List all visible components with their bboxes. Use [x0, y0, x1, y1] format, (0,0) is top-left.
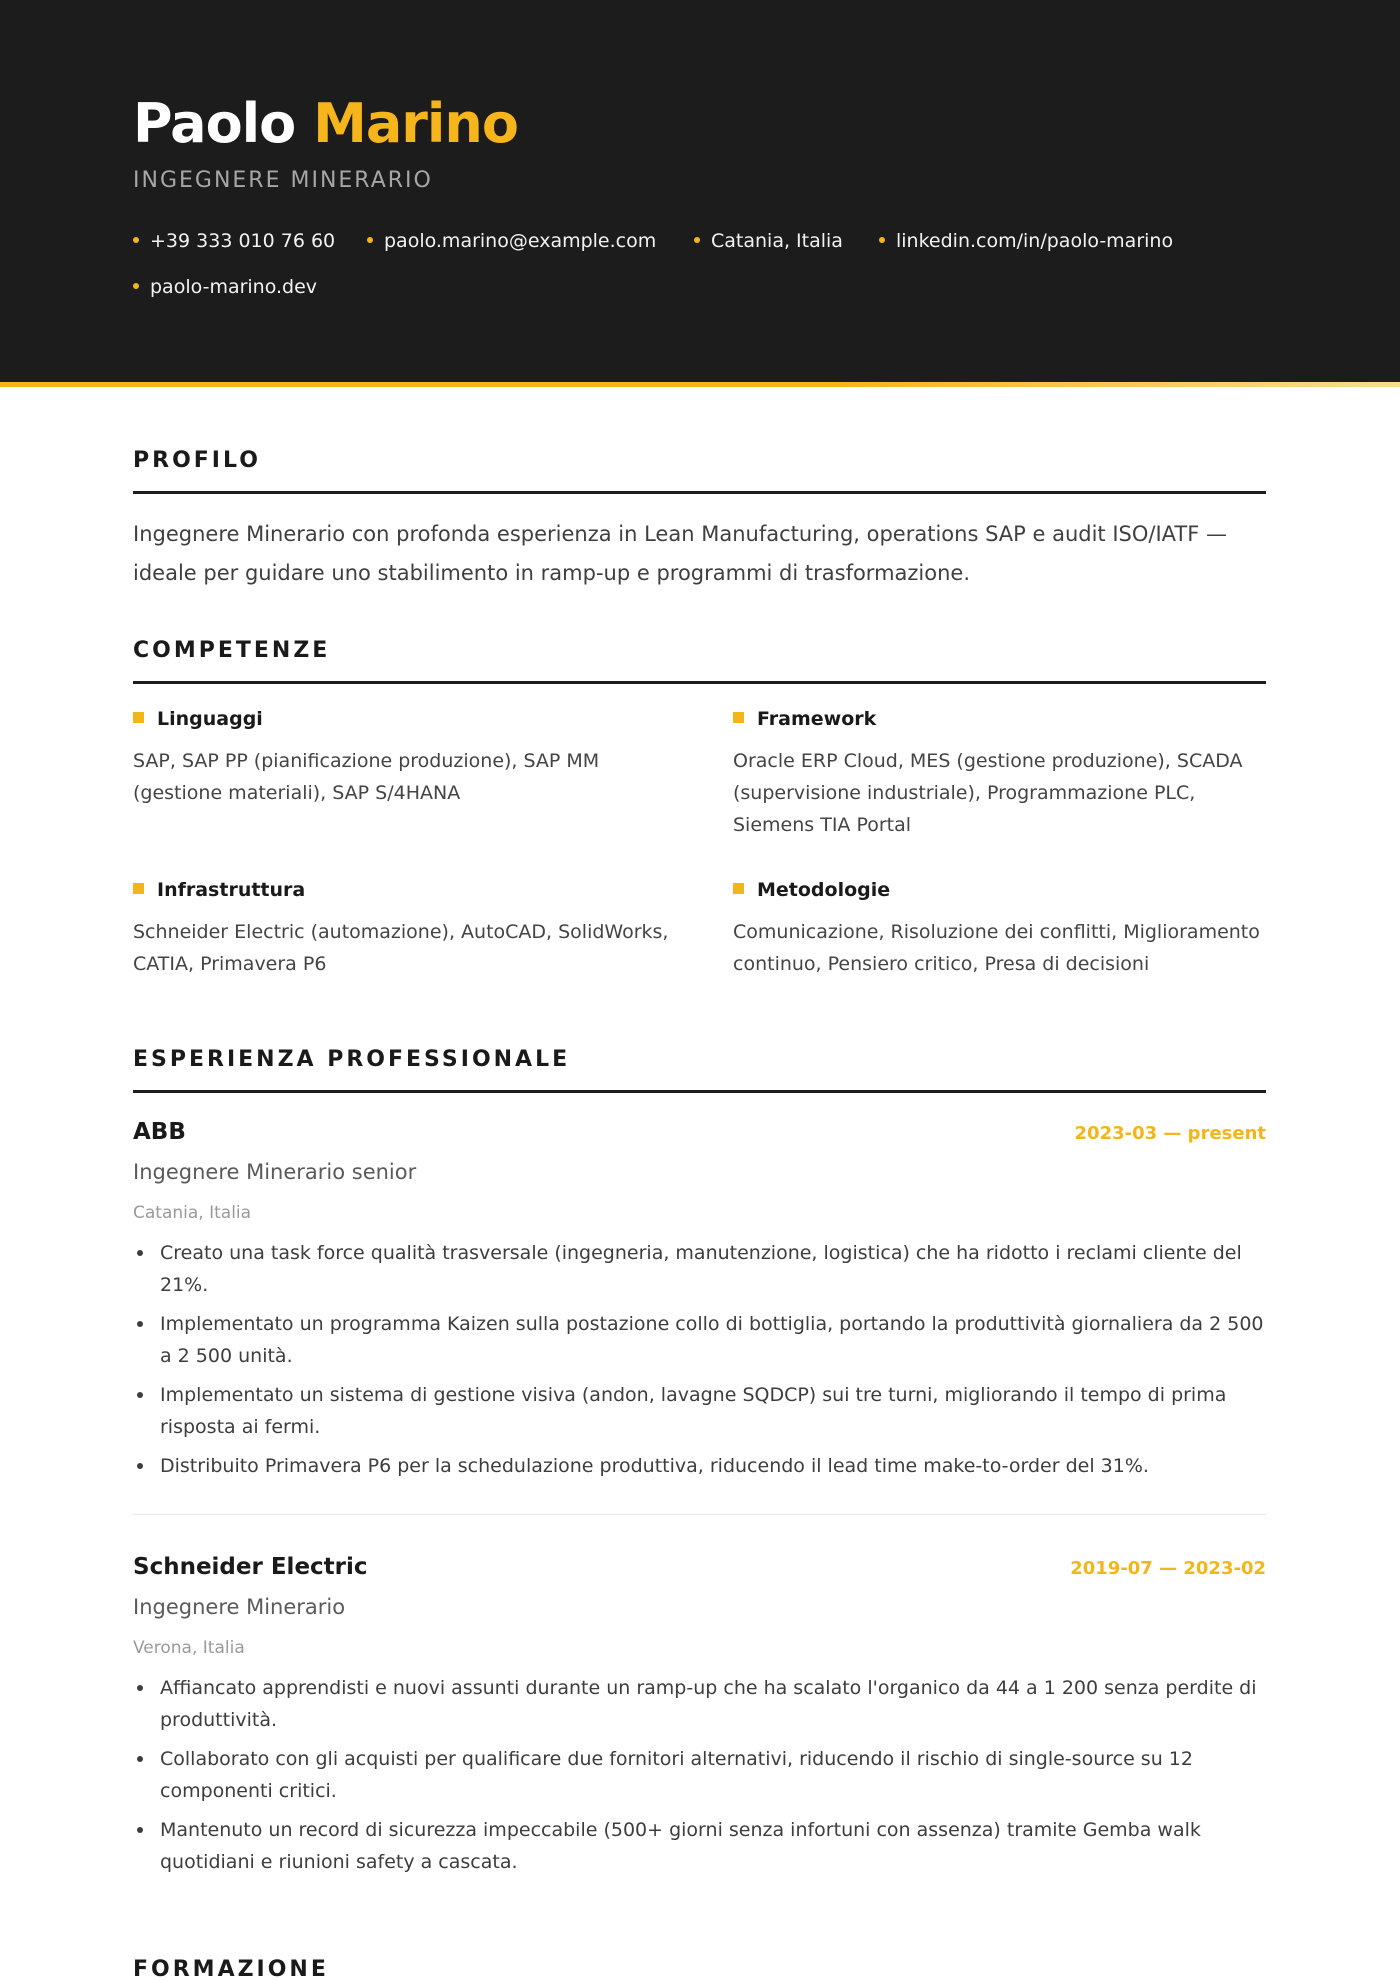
section-title-education: FORMAZIONE	[133, 1957, 329, 1980]
skill-group-text: Oracle ERP Cloud, MES (gestione produzione), SCADA (supervisione industriale), Programmazione PLC, Siemens TIA Portal	[733, 750, 1243, 836]
section-title-skills: COMPETENZE	[133, 638, 331, 663]
contact-phone-text: +39 333 010 76 60	[150, 230, 336, 252]
list-item: Implementato un programma Kaizen sulla postazione collo di bottiglia, portando la produttività giornaliera da 2 500 a 2 500 unità.	[133, 1308, 1268, 1372]
list-item: Distribuito Primavera P6 per la schedulazione produttiva, riducendo il lead time make-to-order del 31%.	[133, 1450, 1268, 1482]
job-role: Ingegnere Minerario senior	[133, 1160, 417, 1184]
skill-group-title	[733, 706, 876, 732]
skill-group-text: Comunicazione, Risoluzione dei conflitti, Miglioramento continuo, Pensiero critico, Presa di decisioni	[733, 921, 1260, 975]
header-accent-rule	[0, 382, 1400, 387]
skill-group-label: Metodologie	[757, 879, 891, 901]
job-dates: 2019-07 — 2023-02	[1070, 1558, 1266, 1579]
job-divider	[133, 1514, 1266, 1515]
list-item: Implementato un sistema di gestione visiva (andon, lavagne SQDCP) sui tre turni, migliorando il tempo di prima risposta ai fermi.	[133, 1379, 1268, 1443]
profile-text: Ingegnere Minerario con profonda esperienza in Lean Manufacturing, operations SAP e audit ISO/IATF — ideale per guidare uno stabilimento in ramp-up e programmi di trasformazione.	[133, 522, 1227, 585]
skill-group-label: Infrastruttura	[157, 879, 306, 901]
contact-location-text: Catania, Italia	[711, 230, 843, 252]
job-title: INGEGNERE MINERARIO	[133, 168, 433, 193]
job-company: ABB	[133, 1119, 186, 1145]
job-location: Catania, Italia	[133, 1203, 252, 1223]
section-rule	[133, 491, 1266, 494]
bullet-dot-icon	[367, 237, 373, 243]
skill-group-title	[133, 706, 263, 732]
square-bullet-icon	[733, 883, 744, 894]
bullet-dot-icon	[879, 237, 885, 243]
bullet-dot-icon	[133, 237, 139, 243]
contact-website-text: paolo-marino.dev	[150, 276, 318, 298]
contact-location	[694, 228, 843, 254]
section-rule	[133, 681, 1266, 684]
section-title-experience: ESPERIENZA PROFESSIONALE	[133, 1047, 571, 1072]
square-bullet-icon	[133, 712, 144, 723]
bullet-dot-icon	[694, 237, 700, 243]
square-bullet-icon	[133, 883, 144, 894]
contact-website	[133, 274, 317, 300]
job-bullets	[133, 1672, 1268, 1885]
contact-email	[367, 228, 656, 254]
job-location: Verona, Italia	[133, 1638, 245, 1658]
skill-group-label: Linguaggi	[157, 708, 263, 730]
bullet-dot-icon	[133, 283, 139, 289]
list-item: Mantenuto un record di sicurezza impeccabile (500+ giorni senza infortuni con assenza) tramite Gemba walk quotidiani e riunioni safety a cascata.	[133, 1814, 1268, 1878]
list-item: Creato una task force qualità trasversale (ingegneria, manutenzione, logistica) che ha ridotto i reclami cliente del 21%.	[133, 1237, 1268, 1301]
square-bullet-icon	[733, 712, 744, 723]
list-item: Collaborato con gli acquisti per qualificare due fornitori alternativi, riducendo il rischio di single-source su 12 componenti critici.	[133, 1743, 1268, 1807]
contact-linkedin-text: linkedin.com/in/paolo-marino	[896, 230, 1174, 252]
contact-phone	[133, 228, 335, 254]
skill-group-text: SAP, SAP PP (pianificazione produzione), SAP MM (gestione materiali), SAP S/4HANA	[133, 750, 600, 804]
skill-group-text: Schneider Electric (automazione), AutoCAD, SolidWorks, CATIA, Primavera P6	[133, 921, 669, 975]
job-dates: 2023-03 — present	[1074, 1123, 1266, 1144]
section-title-profile: PROFILO	[133, 448, 261, 473]
skill-group-title	[133, 877, 305, 903]
contact-email-text: paolo.marino@example.com	[384, 230, 657, 252]
contact-linkedin	[879, 228, 1173, 254]
first-name: Paolo	[133, 92, 296, 155]
section-rule	[133, 1090, 1266, 1093]
candidate-name	[133, 88, 518, 160]
skill-group-label: Framework	[757, 708, 877, 730]
job-bullets	[133, 1237, 1268, 1489]
last-name: Marino	[313, 92, 518, 155]
job-role: Ingegnere Minerario	[133, 1595, 346, 1619]
job-company: Schneider Electric	[133, 1554, 368, 1580]
skill-group-title	[733, 877, 890, 903]
list-item: Affiancato apprendisti e nuovi assunti durante un ramp-up che ha scalato l'organico da 44 a 1 200 senza perdite di produttività.	[133, 1672, 1268, 1736]
